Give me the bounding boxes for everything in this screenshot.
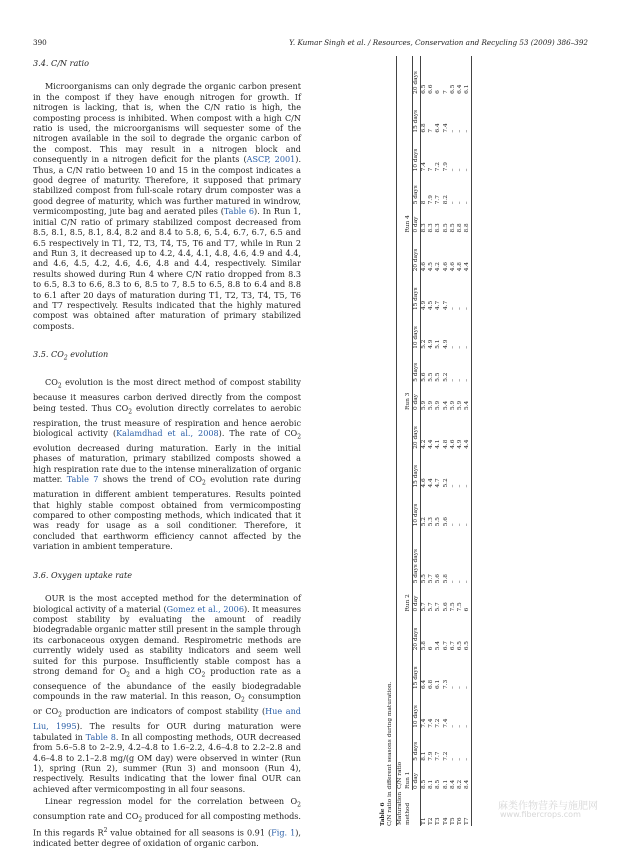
table-cell: 4.4 [464,262,471,272]
day-header: 15 days [412,287,419,311]
table-cell: 5.5 [428,372,435,382]
table-cell: 7 [442,90,449,94]
table-cell: 8 [421,200,428,205]
table-cell: – [464,168,471,172]
row-label: T2 [428,817,435,825]
table-cell: – [464,686,471,690]
table-cell: – [457,757,464,761]
table-cell: 7.2 [442,751,449,761]
table-cell: – [464,307,471,311]
day-header: 10 days [412,503,419,527]
day-header: 10 days [412,326,419,349]
day-header: 5 days [412,741,419,761]
table-cell: 5.6 [442,517,449,527]
table-cell: 7.4 [421,718,428,728]
table-cell: – [449,580,456,584]
table-cell: – [464,757,471,761]
table-cell: 6.4 [421,679,428,690]
table-row [443,56,450,826]
table-cell: 5.4 [442,400,449,411]
table-cell: – [449,168,456,172]
table-cell: – [449,757,456,761]
table-cell: 7.7 [435,751,442,761]
table-cell: – [464,201,471,205]
table-cell: 4.5 [428,300,435,311]
table-cell: – [457,484,464,488]
table-link[interactable]: Table 6 [223,206,255,217]
day-header: 0 day [412,595,419,612]
citation-link[interactable]: Gomez et al., 2006 [166,603,244,614]
table-cell: – [449,345,456,349]
table-cell: 5.5 [435,372,442,382]
table-cell: 7.7 [435,195,442,205]
table-cell: 6.8 [421,123,428,133]
watermark-logo-text: 麻类作物营养与施肥网 [498,801,598,812]
table-cell: 7 [428,128,435,133]
row-label: T5 [449,817,456,825]
day-header: 0 day [412,216,419,233]
text-column [33,56,301,851]
table-cell: 5.5 [421,574,428,584]
run-header: Run 2 [405,411,413,612]
table-cell: 6.5 [457,641,464,651]
table-cell: 4.4 [428,478,435,488]
table-cell: 4.1 [435,439,442,449]
table-cell: 8.8 [464,223,471,233]
table-cell: 4.5 [428,262,435,272]
table-cell: 8.1 [428,779,435,789]
table-cell: 6.6 [428,84,435,94]
day-header: 20 days [412,71,419,94]
section-heading-co2-evolution: 3.5. $CO_2$ evolution [33,349,109,362]
table-cell: 8.4 [464,779,471,789]
table-cell: 8.3 [421,223,428,233]
table-link[interactable]: Table 7 [66,474,99,485]
table-row [428,56,435,826]
table-cell: – [464,484,471,488]
table-cell: 6.8 [428,679,435,690]
day-header: 20 days [412,248,419,272]
table-cell: 5.6 [421,372,428,382]
table-cell: 8.5 [442,223,449,233]
table-cell: 8.2 [442,195,449,205]
paragraph-oxygen-uptake: OUR is the most accepted method for the determination of biological activity of a material (Gomez et al., 2006). It measures compost stability by evaluating the amount of readily biodegradable organic matter still present in the sample through its carbonaceous oxygen demand. Respirometric methods are currently widely used as stability indicators and seem well suited for this purpose. Insufficiently stable compost has a strong demand for $O_2$ and a high $CO_2$ production rate as a consequence of the abundance of the easily biodegradable compounds in the raw material. In this reason, $O_2$ consumption or $CO_2$ production are indicators of compost stability (Hue and Liu, 1995). The results for OUR during maturation were tabulated in Table 8. In all composting methods, OUR decreased from 5.6–5.8 to 2–2.9, 4.2–4.8 to 1.6–2.2, 4.6–4.8 to 2.2–2.8 and 4.6–4.8 to 2.1–2.8 mg/(g OM day) were observed in winter (Run 1), spring (Run 2), summer (Run 3) and monsoon (Run 4), respectively. Results indicating that the lower final OUR can achieved after vermicomposting in all four seasons. [33,593,302,794]
table-cell: 4.7 [435,478,442,488]
table-cell: 6.7 [449,641,456,651]
table-link[interactable]: Table 8 [85,731,116,742]
table-cell: 6.1 [435,679,442,690]
journal-citation: Y. Kumar Singh et al. / Resources, Conservation and Recycling 53 (2009) 386–392 [289,38,588,47]
day-header: 15 days [412,109,419,133]
table-cell: – [464,129,471,133]
table-cell: 8.1 [421,751,428,761]
citation-link[interactable]: ASCP, 2001 [246,154,296,165]
table-cell: – [449,523,456,527]
running-header [33,38,588,50]
table-cell: 8.5 [435,779,442,789]
table-cell: 8.3 [428,223,435,233]
table-cell: 6.1 [464,84,471,94]
table-cell: 6.5 [449,84,456,94]
table-cell: 7.4 [442,718,449,728]
table-cell: 5.7 [421,602,428,612]
table-row [457,56,464,826]
table-cell: – [449,686,456,690]
table-cell: 5.6 [435,574,442,584]
table-cell: 5.5 [435,517,442,527]
table-cell: – [464,378,471,382]
table-cell: 4.2 [421,439,428,449]
table-cell: 7.4 [428,718,435,728]
paragraph-co2-evolution: $CO_2$ evolution is the most direct method of compost stability because it measures carbon derived directly from the compost being tested. Thus $CO_2$ evolution directly correlates to aerobic respiration, the trust measure of respiration and hence aerobic biological activity (Kalamdhad et al., 2008). The rate of $CO_2$ evolution decreased during maturation. Early in the initial phases of maturation, primary stabilized composts showed a high respiration rate due to the intense mineralization of organic matter. Table 7 shows the trend of $CO_2$ evolution rate during maturation in different ambient temperatures. Results pointed that highly stable compost obtained from vermicomposting compared to other composting methods, which indicated that it was ready for usage as a soil conditioner. Therefore, it concluded that earthworm efficiency cannot affected by the variation in ambient temperature. [33,377,302,552]
table-cell: 4.9 [442,339,449,349]
day-header: 10 days [412,705,419,728]
paragraph-regression: Linear regression model for the correlation between $O_2$ consumption rate and $CO_2$ produced for all composting methods. In this regards $R^2$ value obtained for all seasons is 0.91 (Fig. 1), indicated better degree of oxidation of organic carbon. [33,796,301,849]
table-cell: 5.8 [421,641,428,651]
cn-ratio-table [396,56,472,826]
table-cell: 8.1 [442,779,449,789]
day-header: 0 day [412,394,419,411]
table-cell: 5.2 [421,517,428,527]
table-cell: 5.7 [428,574,435,584]
table-cell: 4.9 [457,439,464,449]
table-cell: – [464,523,471,527]
table-cell: 5.4 [435,641,442,651]
table-cell: 5.2 [442,372,449,382]
table-cell: 7.2 [435,718,442,728]
table-cell: – [449,724,456,728]
table-row [435,56,442,826]
section-heading-oxygen-uptake: 3.6. Oxygen uptake rate [33,569,133,580]
table-cell: 7 [428,167,435,172]
table-cell: 6.4 [435,123,442,133]
table-cell: 5.3 [428,517,435,527]
table-cell: 6.4 [457,84,464,94]
table-cell: 5.9 [449,400,456,411]
section-heading-cn-ratio: 3.4. C/N ratio [33,58,90,68]
table-cell: 8.4 [449,779,456,789]
day-header: 5 days days [412,549,419,584]
day-header: 10 days [412,148,419,172]
citation-link[interactable]: Kalamdhad et al., 2008 [116,428,219,439]
table-cell: 8.5 [449,223,456,233]
col-header-method: Maturation method [397,791,411,825]
table-cell: 7.9 [428,751,435,761]
row-label: T7 [464,817,471,825]
table-cell: – [457,686,464,690]
table-cell: 5.7 [428,602,435,612]
row-label: T4 [442,817,449,825]
table-cell: 4.4 [428,439,435,449]
table-cell: 5.9 [435,400,442,411]
table-cell: 6.7 [442,641,449,651]
row-label: T1 [421,817,428,825]
table-title: Table 6 [380,802,386,826]
figure-link[interactable]: Fig. 1 [271,827,296,838]
table-cell: 7.9 [442,162,449,172]
day-header: 20 days [412,426,419,449]
table-cell: 4.8 [457,262,464,272]
table-cell: 8.3 [435,223,442,233]
table-cell: 4.6 [421,262,428,272]
table-caption: C/N ratio in different seasons during maturation. [387,681,394,826]
table-cell: 4.7 [435,300,442,311]
table-cell: – [464,724,471,728]
table-cell: 5.6 [442,602,449,612]
day-header: 0 day [412,773,419,789]
table-cell: 5.9 [428,400,435,411]
table-cell: 5.2 [421,339,428,349]
table-cell: 5.9 [421,400,428,411]
table-cell: 6 [435,90,442,94]
table-cell: – [457,201,464,205]
table-cell: 7.4 [442,123,449,133]
run-header: Run 3 [405,234,413,411]
table-row [421,56,429,826]
table-cell: – [449,129,456,133]
table-cell: – [457,724,464,728]
table-cell: 4.6 [442,262,449,272]
day-header: 5 days [412,362,419,382]
table-cell: 5.4 [464,400,471,411]
run-header: Run 1 [405,613,413,790]
table-cell: 8.8 [457,223,464,233]
table-cell: 7.5 [457,602,464,612]
table-cell: 7.2 [435,162,442,172]
row-label: T6 [457,817,464,825]
table-cell: 4.9 [421,300,428,311]
table-cell: 8.5 [421,779,428,789]
paragraph-cn-ratio: Microorganisms can only degrade the organic carbon present in the compost if they have enough nitrogen for growth. If nitrogen is lacking, that is, when the C/N ratio is high, the composting process is inhibited. When compost with a high C/N ratio is used, the microorganisms will sequester some of the nitrogen available in the soil to degrade the organic carbon of the compost. This may result in a nitrogen block and consequently in a nitrogen deficit for the plants (ASCP, 2001). Thus, a C/N ratio between 10 and 15 in the compost indicates a good degree of maturity. Therefore, it supposed that primary stabilized compost from full-scale rotary drum composter was a good degree of maturity, which was further matured in windrow, vermicomposting, jute bag and aerated piles (Table 6). In Run 1, initial C/N ratio of primary stabilized compost decreased from 8.5, 8.1, 8.5, 8.1, 8.4, 8.2 and 8.4 to 5.8, 6, 5.4, 6.7, 6.7, 6.5 and 6.5 respectively in T1, T2, T3, T4, T5, T6 and T7, while in Run 2 and Run 3, it decreased up to 4.2, 4.4, 4.1, 4.8, 4.6, 4.9 and 4.4, and 4.6, 4.5, 4.2, 4.6, 4.6, 4.8 and 4.4, respectively. Similar results showed during Run 4 where C/N ratio dropped from 8.3 to 6.5, 8.3 to 6.6, 8.3 to 6, 8.5 to 7, 8.5 to 6.5, 8.8 to 6.4 and 8.8 to 6.1 after 20 days of maturation during T1, T2, T3, T4, T5, T6 and T7 respectively. Results indicated that the highly matured compost was obtained after maturation of primary stabilized composts. [33,81,302,331]
table-cell: 4.6 [449,262,456,272]
table-row [464,56,472,826]
table-cell: – [457,168,464,172]
table-cell: 4.9 [428,339,435,349]
table-cell: 6 [464,607,471,612]
table-cell: 4.4 [464,439,471,449]
table-cell: 5.7 [435,602,442,612]
table-cell: – [457,378,464,382]
citation-link[interactable]: Hue and Liu, 1995 [33,706,301,732]
table-cell: 5.2 [442,478,449,488]
table-cell: 4.7 [442,300,449,311]
table-cell: – [457,129,464,133]
table-cell: 5.9 [457,400,464,411]
row-label: T3 [435,817,442,825]
table-cell: 7.3 [442,679,449,690]
table-6 [380,56,471,826]
table-cell: – [449,484,456,488]
table-cell: 7.5 [449,602,456,612]
table-cell: – [457,523,464,527]
day-header: 20 days [412,627,419,651]
page-number: 390 [33,38,47,47]
table-cell: – [449,378,456,382]
table-cell: – [464,345,471,349]
table-cell: 5.8 [442,574,449,584]
table-cell: – [449,307,456,311]
table-cell: – [457,345,464,349]
table-cell: 4.6 [449,439,456,449]
run-header: Run 4 [405,56,413,234]
table-cell: 6.5 [421,84,428,94]
table-cell: 4.6 [421,478,428,488]
table-cell: – [457,307,464,311]
watermark-url: www.fibercrops.com [500,810,581,819]
table-cell: 7.4 [421,162,428,172]
table-cell: – [464,580,471,584]
table-cell: – [449,201,456,205]
day-header: 5 days [412,185,419,205]
day-header: 15 days [412,464,419,488]
table-cell: – [457,580,464,584]
table-cell: 4.2 [435,262,442,272]
table-row [450,56,457,826]
day-header: 15 days [412,666,419,690]
table-cell: 6.5 [464,641,471,651]
table-cell: 5.1 [435,339,442,349]
table-cell: 7.9 [428,195,435,205]
col-group-header: C/N ratio [397,761,404,789]
table-cell: 6 [428,646,435,651]
table-cell: 8.2 [457,779,464,789]
table-cell: 4.8 [442,439,449,449]
